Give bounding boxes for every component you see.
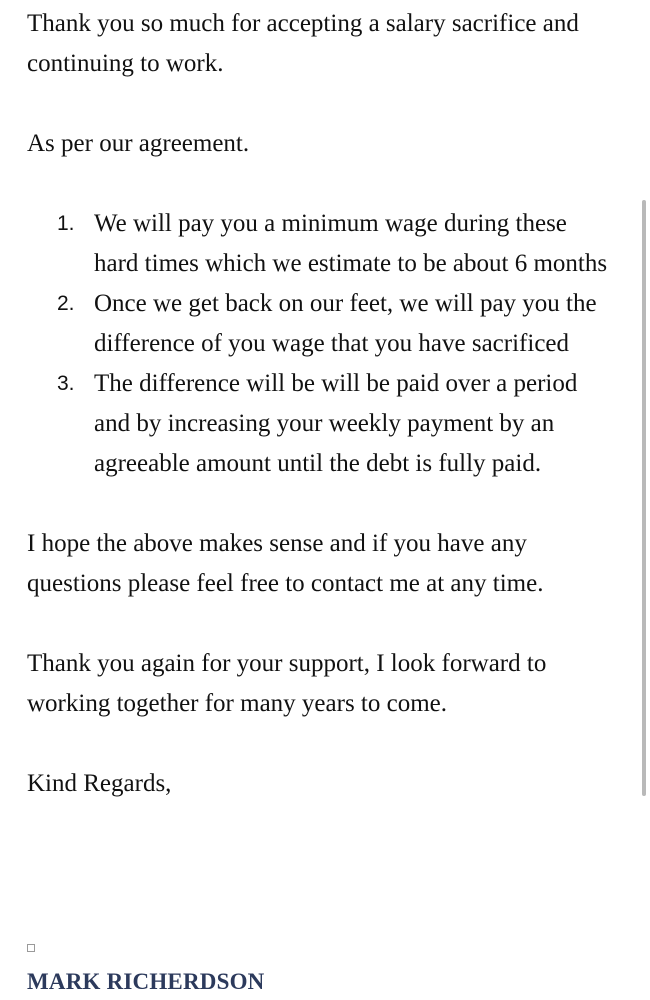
spacer [27,164,627,204]
signature-name: MARK RICHERDSON [27,969,265,994]
spacer [27,484,627,524]
closing-line: Kind Regards, [27,770,172,797]
spacer [27,724,627,764]
intro-paragraph: Thank you so much for accepting a salary sacrifice and continuing to work. [27,10,579,77]
agreement-lead: As per our agreement. [27,130,250,157]
list-number: 3. [57,372,75,395]
thanks-paragraph: Thank you again for your support, I look forward to working together for many years to come. [27,650,547,717]
list-number: 2. [57,292,75,315]
list-item-text: We will pay you a minimum wage during these hard times which we estimate to be about 6 months [94,210,608,277]
broken-image-icon[interactable] [27,944,35,952]
spacer [27,84,627,124]
spacer [27,604,627,644]
email-body [27,4,627,804]
list-number: 1. [57,212,75,235]
list-item [27,204,614,284]
list-item [27,284,614,364]
questions-paragraph: I hope the above makes sense and if you have any questions please feel free to contact me at any time. [27,530,544,597]
scrollbar[interactable] [642,200,646,796]
list-item-text: The difference will be will be paid over a period and by increasing your weekly payment by an agreeable amount until the debt is fully paid. [94,370,578,477]
terms-list [27,204,627,484]
list-item-text: Once we get back on our feet, we will pay you the difference of you wage that you have sacrificed [94,290,597,357]
list-item [27,364,614,484]
